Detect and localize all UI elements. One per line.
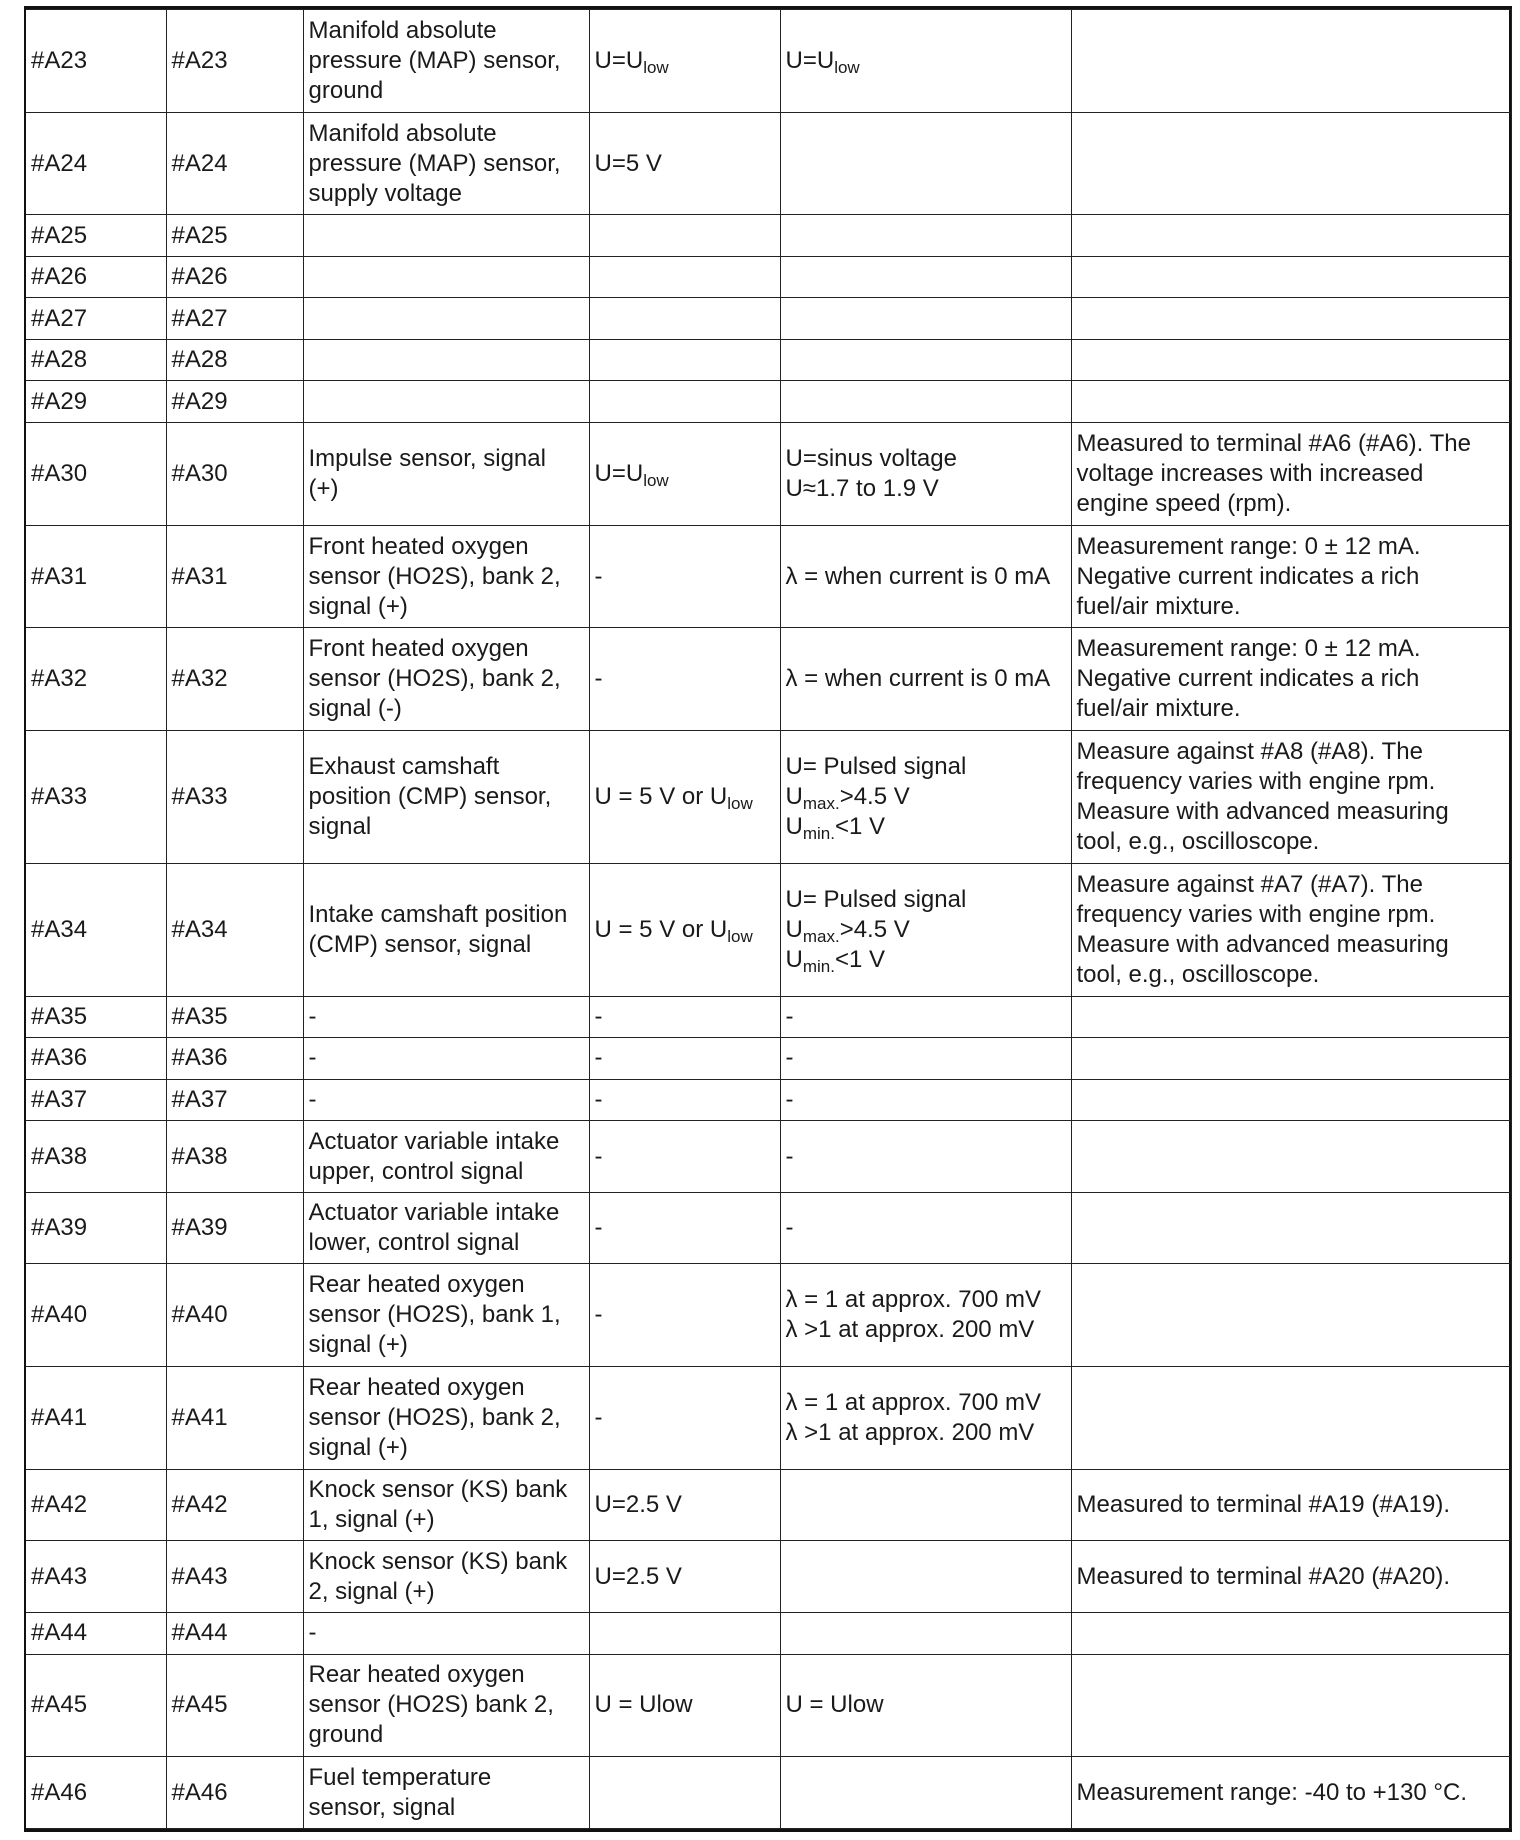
description-cell-line: 2, signal (+): [308, 1577, 435, 1605]
table-row: [26, 731, 1511, 864]
remarks-cell-line: Measurement range: -40 to +130 °C.: [1076, 1778, 1467, 1806]
value-cell-1: [589, 1654, 780, 1757]
pin-reference-cell: #A36: [166, 1038, 303, 1080]
value-cell-1-line: -: [594, 1085, 603, 1113]
table-row: [26, 10, 1511, 113]
pin-reference-cell: #A29: [166, 381, 303, 423]
value-cell-2-line: λ = when current is 0 mA: [785, 562, 1051, 590]
table-row: [26, 381, 1511, 423]
value-cell-1-line: -: [594, 1044, 603, 1072]
description-cell-line: Impulse sensor, signal: [308, 444, 546, 472]
value-cell-2: [780, 10, 1071, 113]
table-row: [26, 1121, 1511, 1193]
pin-reference-cell: #A43: [166, 1541, 303, 1613]
table-row: [26, 1469, 1511, 1541]
remarks-cell-line: Negative current indicates a rich: [1076, 665, 1420, 693]
description-cell-line: signal (+): [308, 592, 408, 620]
value-cell-1-line: U = 5 V or $U_{low}$: [594, 783, 753, 813]
value-cell-1: [589, 1264, 780, 1367]
value-cell-1: [589, 628, 780, 731]
pin-number-cell: #A42: [26, 1469, 166, 1541]
pin-reference-cell: #A35: [166, 996, 303, 1038]
pin-reference-cell: #A30: [166, 422, 303, 525]
value-cell-2: [780, 298, 1071, 340]
remarks-cell-line: Measure with advanced measuring: [1076, 798, 1449, 825]
remarks-cell-line: frequency varies with engine rpm.: [1076, 900, 1436, 928]
value-cell-1-line: $U=U_{low}$: [594, 459, 669, 490]
value-cell-2: [780, 996, 1071, 1038]
remarks-cell-line: Measurement range: 0 ± 12 mA.: [1076, 635, 1421, 663]
value-cell-2: [780, 1192, 1071, 1264]
value-cell-1-line: -: [594, 1301, 603, 1329]
remarks-cell: [1071, 298, 1511, 340]
pin-number-cell: #A45: [26, 1654, 166, 1757]
value-cell-1: [589, 863, 780, 996]
description-cell: [303, 112, 589, 215]
description-cell-line: sensor (HO2S), bank 2,: [308, 562, 561, 590]
remarks-cell-line: tool, e.g., oscilloscope.: [1076, 960, 1320, 988]
value-cell-2-line: $U_{min.}<1$ V: [785, 813, 886, 843]
value-cell-2-line: U = Ulow: [785, 1691, 884, 1719]
description-cell-line: sensor (HO2S) bank 2,: [308, 1691, 554, 1719]
value-cell-2-line: -: [785, 1142, 794, 1170]
pin-reference-cell: #A24: [166, 112, 303, 215]
pin-reference-cell: #A31: [166, 525, 303, 628]
description-cell-line: Manifold absolute: [308, 16, 497, 44]
description-cell-line: sensor (HO2S), bank 2,: [308, 665, 561, 693]
pinout-table: [26, 9, 1512, 1829]
value-cell-2-line: λ = 1 at approx. 700 mV: [785, 1286, 1041, 1314]
value-cell-2-line: $U=U_{low}$: [785, 46, 860, 77]
pin-number-cell: #A41: [26, 1367, 166, 1470]
description-cell-line: position (CMP) sensor,: [308, 783, 552, 810]
table-row: [26, 996, 1511, 1038]
remarks-cell: [1071, 422, 1511, 525]
remarks-cell-line: frequency varies with engine rpm.: [1076, 768, 1436, 795]
value-cell-1: [589, 339, 780, 381]
pin-number-cell: #A28: [26, 339, 166, 381]
table-row: [26, 1541, 1511, 1613]
value-cell-1-line: -: [594, 1214, 603, 1242]
remarks-cell-line: Negative current indicates a rich: [1076, 562, 1420, 590]
remarks-cell-line: Measurement range: 0 ± 12 mA.: [1076, 532, 1421, 560]
value-cell-2: [780, 1079, 1071, 1121]
pin-reference-cell: #A44: [166, 1613, 303, 1655]
value-cell-1: [589, 298, 780, 340]
description-cell: [303, 1264, 589, 1367]
pin-reference-cell: #A45: [166, 1654, 303, 1757]
value-cell-2: [780, 256, 1071, 298]
remarks-cell: [1071, 215, 1511, 257]
remarks-cell: [1071, 1469, 1511, 1541]
remarks-cell: [1071, 1367, 1511, 1470]
value-cell-2-line: -: [785, 1085, 794, 1113]
description-cell-line: ground: [308, 1721, 384, 1749]
description-cell-line: -: [308, 1085, 317, 1113]
description-cell: [303, 1757, 589, 1829]
pin-number-cell: #A33: [26, 731, 166, 864]
value-cell-2-line: U= Pulsed signal: [785, 753, 967, 780]
remarks-cell: [1071, 112, 1511, 215]
table-row: [26, 215, 1511, 257]
description-cell: [303, 731, 589, 864]
remarks-cell: [1071, 10, 1511, 113]
remarks-cell: [1071, 256, 1511, 298]
description-cell-line: Intake camshaft position: [308, 900, 568, 928]
pin-reference-cell: #A23: [166, 10, 303, 113]
pin-number-cell: #A27: [26, 298, 166, 340]
remarks-cell-line: Measured to terminal #A19 (#A19).: [1076, 1491, 1451, 1519]
description-cell-line: (+): [308, 474, 339, 502]
value-cell-1: [589, 1121, 780, 1193]
description-cell-line: upper, control signal: [308, 1157, 524, 1185]
description-cell-line: -: [308, 1044, 317, 1072]
value-cell-1-line: -: [594, 1142, 603, 1170]
value-cell-1: [589, 996, 780, 1038]
description-cell-line: sensor, signal: [308, 1793, 456, 1821]
value-cell-1: [589, 10, 780, 113]
description-cell-line: pressure (MAP) sensor,: [308, 149, 561, 177]
value-cell-2-line: $U_{min.}<1$ V: [785, 945, 886, 976]
value-cell-1: [589, 1367, 780, 1470]
value-cell-2-line: U≈1.7 to 1.9 V: [785, 474, 939, 502]
value-cell-1: [589, 1613, 780, 1655]
remarks-cell-line: voltage increases with increased: [1076, 459, 1424, 487]
description-cell: [303, 863, 589, 996]
value-cell-2-line: U= Pulsed signal: [785, 885, 967, 913]
value-cell-1: [589, 256, 780, 298]
remarks-cell: [1071, 1757, 1511, 1829]
remarks-cell: [1071, 1541, 1511, 1613]
description-cell-line: -: [308, 1619, 317, 1647]
value-cell-2: [780, 339, 1071, 381]
pin-number-cell: #A32: [26, 628, 166, 731]
remarks-cell: [1071, 1613, 1511, 1655]
remarks-cell-line: fuel/air mixture.: [1076, 695, 1241, 723]
table-row: [26, 298, 1511, 340]
description-cell-line: Exhaust camshaft: [308, 753, 500, 780]
description-cell: [303, 1654, 589, 1757]
remarks-cell: [1071, 1264, 1511, 1367]
description-cell: [303, 628, 589, 731]
description-cell: [303, 298, 589, 340]
pin-reference-cell: #A34: [166, 863, 303, 996]
pin-reference-cell: #A42: [166, 1469, 303, 1541]
description-cell-line: (CMP) sensor, signal: [308, 930, 532, 958]
pin-number-cell: #A44: [26, 1613, 166, 1655]
value-cell-1: [589, 731, 780, 864]
description-cell-line: sensor (HO2S), bank 1,: [308, 1301, 561, 1329]
value-cell-1: [589, 112, 780, 215]
description-cell-line: Front heated oxygen: [308, 532, 529, 560]
remarks-cell: [1071, 1121, 1511, 1193]
description-cell-line: Actuator variable intake: [308, 1199, 560, 1227]
table-row: [26, 1079, 1511, 1121]
value-cell-2-line: -: [785, 1002, 794, 1030]
description-cell-line: Knock sensor (KS) bank: [308, 1547, 568, 1575]
remarks-cell: [1071, 525, 1511, 628]
table-row: [26, 628, 1511, 731]
pin-reference-cell: #A39: [166, 1192, 303, 1264]
value-cell-2-line: -: [785, 1044, 794, 1072]
pin-number-cell: #A39: [26, 1192, 166, 1264]
remarks-cell-line: Measure against #A8 (#A8). The: [1076, 738, 1423, 765]
remarks-cell: [1071, 1079, 1511, 1121]
pin-number-cell: #A29: [26, 381, 166, 423]
description-cell: [303, 381, 589, 423]
value-cell-1: [589, 525, 780, 628]
table-row: [26, 1613, 1511, 1655]
remarks-cell-line: Measure against #A7 (#A7). The: [1076, 870, 1423, 898]
pin-reference-cell: #A33: [166, 731, 303, 864]
description-cell-line: Rear heated oxygen: [308, 1661, 525, 1689]
value-cell-1: [589, 381, 780, 423]
remarks-cell-line: tool, e.g., oscilloscope.: [1076, 828, 1320, 855]
description-cell: [303, 1192, 589, 1264]
value-cell-2: [780, 381, 1071, 423]
value-cell-2: [780, 731, 1071, 864]
description-cell-line: Fuel temperature: [308, 1763, 492, 1791]
value-cell-2: [780, 1038, 1071, 1080]
value-cell-2-line: λ = 1 at approx. 700 mV: [785, 1388, 1041, 1416]
value-cell-2-line: λ = when current is 0 mA: [785, 665, 1051, 693]
description-cell-line: ground: [308, 76, 384, 104]
value-cell-1: [589, 1469, 780, 1541]
description-cell: [303, 525, 589, 628]
description-cell: [303, 1469, 589, 1541]
description-cell: [303, 1367, 589, 1470]
value-cell-2: [780, 1654, 1071, 1757]
pin-number-cell: #A36: [26, 1038, 166, 1080]
value-cell-1-line: -: [594, 562, 603, 590]
value-cell-1: [589, 1192, 780, 1264]
value-cell-2-line: U=sinus voltage: [785, 444, 957, 472]
pin-number-cell: #A46: [26, 1757, 166, 1829]
table-row: [26, 1654, 1511, 1757]
description-cell: [303, 256, 589, 298]
description-cell-line: signal (+): [308, 1433, 408, 1461]
description-cell-line: pressure (MAP) sensor,: [308, 46, 561, 74]
remarks-cell-line: engine speed (rpm).: [1076, 489, 1292, 517]
value-cell-2: [780, 1613, 1071, 1655]
remarks-cell-line: Measured to terminal #A6 (#A6). The: [1076, 429, 1471, 457]
value-cell-1-line: -: [594, 665, 603, 693]
pin-number-cell: #A31: [26, 525, 166, 628]
value-cell-2: [780, 628, 1071, 731]
description-cell-line: Rear heated oxygen: [308, 1271, 525, 1299]
table-row: [26, 525, 1511, 628]
value-cell-2: [780, 112, 1071, 215]
value-cell-1: [589, 422, 780, 525]
description-cell-line: signal (-): [308, 695, 402, 723]
value-cell-2: [780, 525, 1071, 628]
pin-reference-cell: #A26: [166, 256, 303, 298]
description-cell-line: supply voltage: [308, 179, 462, 207]
pin-number-cell: #A30: [26, 422, 166, 525]
description-cell: [303, 339, 589, 381]
description-cell: [303, 422, 589, 525]
pin-number-cell: #A35: [26, 996, 166, 1038]
description-cell-line: Rear heated oxygen: [308, 1373, 525, 1401]
table-row: [26, 1367, 1511, 1470]
value-cell-1-line: U=2.5 V: [594, 1562, 682, 1590]
value-cell-1: [589, 215, 780, 257]
value-cell-1: [589, 1757, 780, 1829]
value-cell-2: [780, 1469, 1071, 1541]
value-cell-2: [780, 863, 1071, 996]
pin-reference-cell: #A27: [166, 298, 303, 340]
remarks-cell-line: Measure with advanced measuring: [1076, 930, 1449, 958]
pin-reference-cell: #A38: [166, 1121, 303, 1193]
remarks-cell: [1071, 1654, 1511, 1757]
pin-number-cell: #A34: [26, 863, 166, 996]
pin-number-cell: #A43: [26, 1541, 166, 1613]
description-cell: [303, 1079, 589, 1121]
value-cell-2: [780, 1121, 1071, 1193]
description-cell-line: Actuator variable intake: [308, 1127, 560, 1155]
pin-number-cell: #A24: [26, 112, 166, 215]
remarks-cell: [1071, 381, 1511, 423]
pin-number-cell: #A38: [26, 1121, 166, 1193]
value-cell-1-line: U = Ulow: [594, 1691, 693, 1719]
table-row: [26, 1757, 1511, 1829]
description-cell-line: signal: [308, 813, 372, 840]
pin-reference-cell: #A28: [166, 339, 303, 381]
remarks-cell: [1071, 1192, 1511, 1264]
value-cell-2: [780, 1367, 1071, 1470]
description-cell-line: Knock sensor (KS) bank: [308, 1476, 568, 1504]
value-cell-1-line: -: [594, 1403, 603, 1431]
value-cell-1-line: U=2.5 V: [594, 1491, 682, 1519]
value-cell-2: [780, 1541, 1071, 1613]
remarks-cell: [1071, 339, 1511, 381]
value-cell-1: [589, 1038, 780, 1080]
remarks-cell: [1071, 628, 1511, 731]
description-cell: [303, 1613, 589, 1655]
description-cell: [303, 996, 589, 1038]
value-cell-2: [780, 422, 1071, 525]
remarks-cell: [1071, 996, 1511, 1038]
value-cell-2: [780, 1264, 1071, 1367]
pinout-table-sheet: [24, 6, 1512, 1832]
value-cell-2-line: $U_{max.}>4.5$ V: [785, 783, 910, 813]
description-cell-line: -: [308, 1002, 317, 1030]
table-row: [26, 863, 1511, 996]
pin-reference-cell: #A32: [166, 628, 303, 731]
table-row: [26, 1192, 1511, 1264]
description-cell-line: signal (+): [308, 1331, 408, 1359]
value-cell-1: [589, 1541, 780, 1613]
table-row: [26, 256, 1511, 298]
pin-number-cell: #A25: [26, 215, 166, 257]
remarks-cell-line: Measured to terminal #A20 (#A20).: [1076, 1562, 1451, 1590]
table-row: [26, 1038, 1511, 1080]
description-cell-line: 1, signal (+): [308, 1506, 435, 1534]
remarks-cell: [1071, 863, 1511, 996]
value-cell-2-line: -: [785, 1214, 794, 1242]
value-cell-1-line: -: [594, 1002, 603, 1030]
description-cell: [303, 1541, 589, 1613]
remarks-cell: [1071, 731, 1511, 864]
description-cell-line: sensor (HO2S), bank 2,: [308, 1403, 561, 1431]
pin-number-cell: #A37: [26, 1079, 166, 1121]
value-cell-2: [780, 1757, 1071, 1829]
remarks-cell-line: fuel/air mixture.: [1076, 592, 1241, 620]
table-row: [26, 112, 1511, 215]
value-cell-1-line: U = 5 V or $U_{low}$: [594, 915, 753, 946]
pin-reference-cell: #A25: [166, 215, 303, 257]
description-cell-line: lower, control signal: [308, 1229, 520, 1257]
value-cell-2: [780, 215, 1071, 257]
pin-number-cell: #A26: [26, 256, 166, 298]
value-cell-2-line: $U_{max.}>4.5$ V: [785, 915, 910, 946]
pin-reference-cell: #A37: [166, 1079, 303, 1121]
table-row: [26, 1264, 1511, 1367]
description-cell: [303, 1038, 589, 1080]
pin-number-cell: #A23: [26, 10, 166, 113]
value-cell-1-line: U=5 V: [594, 149, 662, 177]
description-cell-line: Front heated oxygen: [308, 635, 529, 663]
description-cell: [303, 215, 589, 257]
value-cell-2-line: λ >1 at approx. 200 mV: [785, 1418, 1035, 1446]
pin-number-cell: #A40: [26, 1264, 166, 1367]
description-cell: [303, 1121, 589, 1193]
value-cell-2-line: λ >1 at approx. 200 mV: [785, 1316, 1035, 1344]
value-cell-1-line: $U=U_{low}$: [594, 46, 669, 77]
value-cell-1: [589, 1079, 780, 1121]
description-cell-line: Manifold absolute: [308, 119, 497, 147]
pin-reference-cell: #A41: [166, 1367, 303, 1470]
pin-reference-cell: #A40: [166, 1264, 303, 1367]
pin-reference-cell: #A46: [166, 1757, 303, 1829]
description-cell: [303, 10, 589, 113]
remarks-cell: [1071, 1038, 1511, 1080]
table-row: [26, 422, 1511, 525]
table-row: [26, 339, 1511, 381]
